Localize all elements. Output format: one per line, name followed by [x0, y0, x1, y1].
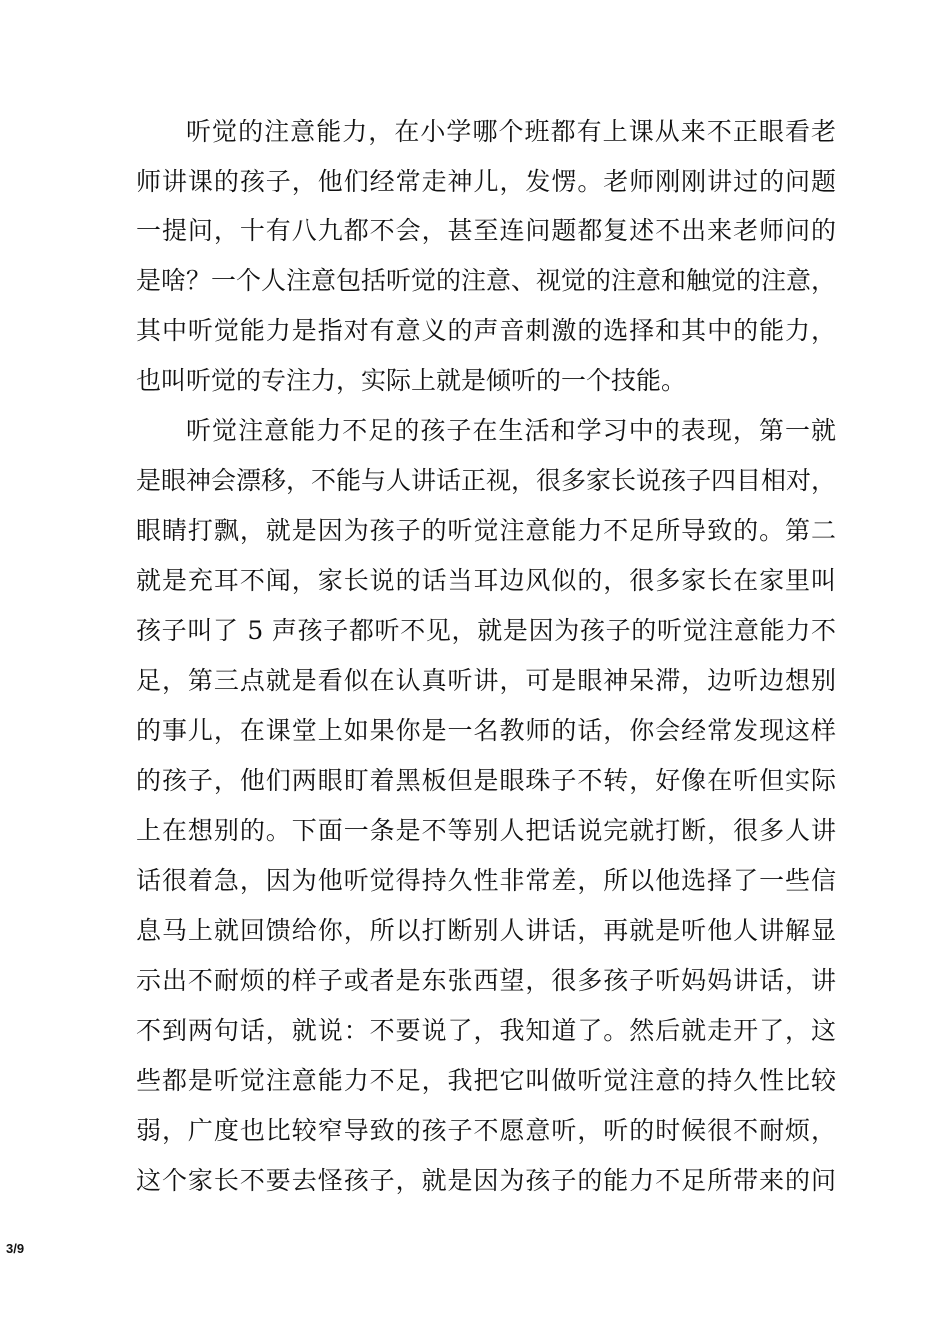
paragraph-line: 孩子叫了 5 声孩子都听不见，就是因为孩子的听觉注意能力不	[136, 616, 836, 645]
paragraph-line: 的事儿，在课堂上如果你是一名教师的话，你会经常发现这样	[136, 716, 836, 745]
paragraph-line: 其中听觉能力是指对有意义的声音刺激的选择和其中的能力，	[136, 316, 836, 345]
paragraph-line: 就是充耳不闻，家长说的话当耳边风似的，很多家长在家里叫	[136, 566, 836, 595]
page-number: 3/9	[6, 1241, 25, 1256]
paragraph-line: 是眼神会漂移，不能与人讲话正视，很多家长说孩子四目相对，	[136, 466, 837, 495]
paragraph-line: 是啥？一个人注意包括听觉的注意、视觉的注意和触觉的注意，	[136, 266, 837, 295]
paragraph-line: 眼睛打飘，就是因为孩子的听觉注意能力不足所导致的。第二	[136, 516, 836, 545]
paragraph-line: 师讲课的孩子，他们经常走神儿，发愣。老师刚刚讲过的问题	[136, 167, 836, 196]
paragraph-line: 听觉注意能力不足的孩子在生活和学习中的表现，第一就	[186, 416, 836, 445]
paragraph-line: 话很着急，因为他听觉得持久性非常差，所以他选择了一些信	[136, 866, 836, 895]
paragraph-line: 不到两句话，就说：不要说了，我知道了。然后就走开了，这	[136, 1016, 836, 1045]
paragraph-line: 息马上就回馈给你，所以打断别人讲话，再就是听他人讲解显	[136, 916, 836, 945]
paragraph-line: 一提问，十有八九都不会，甚至连问题都复述不出来老师问的	[136, 216, 836, 245]
paragraph-line: 弱，广度也比较窄导致的孩子不愿意听，听的时候很不耐烦，	[136, 1116, 836, 1145]
paragraph-line: 足，第三点就是看似在认真听讲，可是眼神呆滞，边听边想别	[136, 666, 836, 695]
paragraph-line: 些都是听觉注意能力不足，我把它叫做听觉注意的持久性比较	[136, 1066, 836, 1095]
paragraph-line: 的孩子，他们两眼盯着黑板但是眼珠子不转，好像在听但实际	[136, 766, 836, 795]
paragraph-line: 也叫听觉的专注力，实际上就是倾听的一个技能。	[136, 366, 687, 395]
paragraph-line: 这个家长不要去怪孩子，就是因为孩子的能力不足所带来的问	[136, 1166, 836, 1195]
paragraph-line: 示出不耐烦的样子或者是东张西望，很多孩子听妈妈讲话，讲	[136, 966, 836, 995]
paragraph-line: 听觉的注意能力，在小学哪个班都有上课从来不正眼看老	[186, 117, 836, 146]
paragraph-line: 上在想别的。下面一条是不等别人把话说完就打断，很多人讲	[136, 816, 836, 845]
